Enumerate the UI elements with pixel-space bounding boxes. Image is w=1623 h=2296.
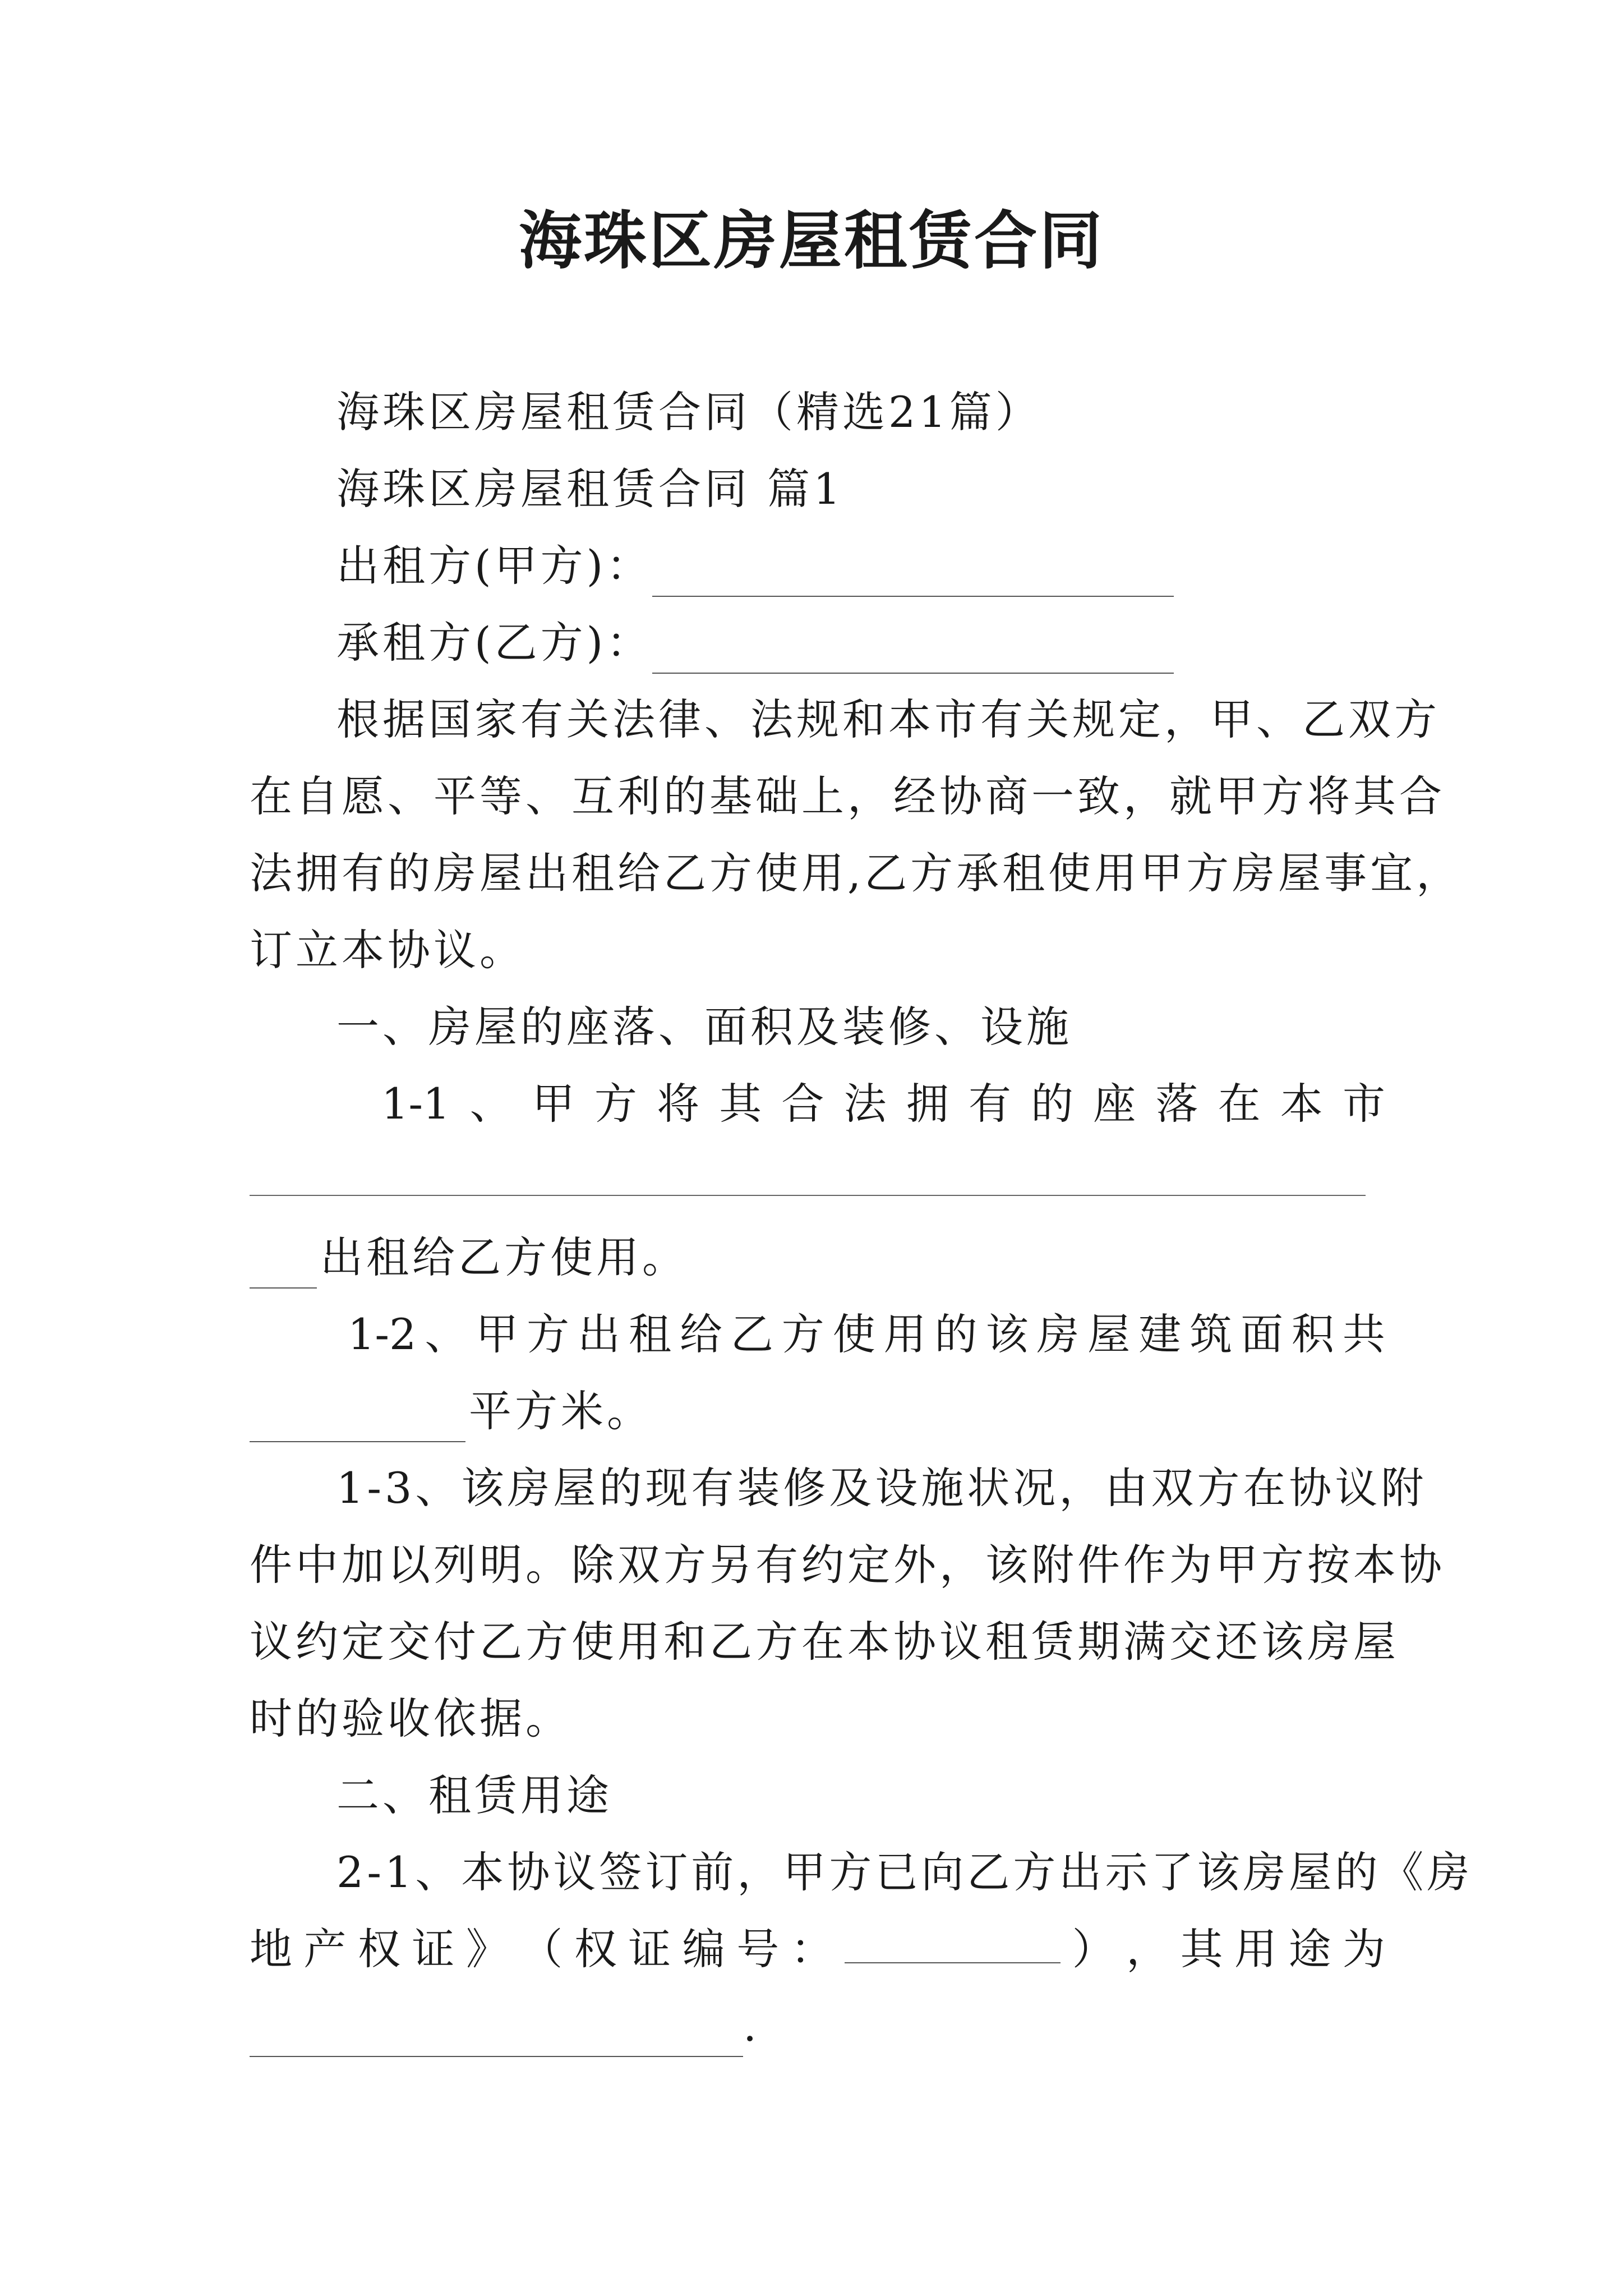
clause-char: 其 [1180,1924,1223,1974]
clause-char: 权 [574,1924,617,1974]
lessee-line [336,612,1174,674]
document-title: 海珠区房屋租赁合同 [519,204,1104,278]
document-subtitle: 海珠区房屋租赁合同（精选21篇） [336,387,1041,437]
intro-line-2: 在自愿、平等、互利的基础上，经协商一致，就甲方将其合 [250,771,1445,821]
clause-char: 甲 [476,1309,519,1359]
clause-char: 法 [843,1079,887,1129]
clause-1-2-line-1 [348,1304,1385,1365]
clause-char: 其 [719,1079,762,1129]
address-blank-tail[interactable] [250,1244,317,1289]
lessor-label: 出租方(甲方)： [336,541,653,591]
clause-char: 出 [578,1309,621,1359]
clause-char: 在 [1218,1079,1261,1129]
clause-char: 编 [682,1924,725,1974]
clause-1-1-line-3 [250,1227,688,1289]
lessor-blank[interactable] [652,552,1174,597]
certificate-number-blank[interactable] [845,1918,1061,1963]
clause-1-2-end: 平方米。 [469,1386,653,1436]
intro-line-3: 法拥有的房屋出租给乙方使用,乙方承租使用甲方房屋事宜， [250,848,1463,898]
clause-1-3-line-1: 1-3、该房屋的现有装修及设施状况，由双方在协议附 [336,1463,1427,1513]
clause-char: 积 [1291,1309,1334,1359]
clause-char: 房 [1036,1309,1080,1359]
clause-char: ： [790,1924,833,1974]
clause-char: 、 [425,1309,468,1359]
chapter-heading: 海珠区房屋租赁合同 篇1 [336,464,844,514]
clause-char: 建 [1138,1309,1182,1359]
clause-char: 1-1 [381,1079,450,1129]
lessee-blank[interactable] [652,629,1174,674]
clause-char: 方 [781,1309,824,1359]
clause-char: 该 [985,1309,1029,1359]
clause-1-2-line-2 [250,1381,653,1442]
clause-char: 筑 [1189,1309,1233,1359]
clause-char: 本 [1280,1079,1323,1129]
lessor-line [336,535,1174,597]
clause-char: 屋 [1087,1309,1131,1359]
clause-char: 1-2 [348,1309,417,1359]
clause-char: 途 [1288,1924,1331,1974]
clause-char: 证 [412,1924,455,1974]
clause-char: 拥 [906,1079,949,1129]
area-blank[interactable] [250,1397,465,1442]
section-1-heading: 一、房屋的座落、面积及装修、设施 [336,1002,1072,1052]
clause-char: 乙 [730,1309,773,1359]
clause-char: ） [1072,1924,1115,1974]
clause-char: 产 [303,1924,347,1974]
clause-char: 地 [250,1924,292,1974]
address-blank[interactable] [250,1195,1366,1196]
clause-char: 方 [527,1309,570,1359]
clause-char: 落 [1155,1079,1198,1129]
clause-char: 市 [1342,1079,1385,1129]
clause-1-3-line-4: 时的验收依据。 [250,1694,571,1743]
clause-char: 用 [1234,1924,1278,1974]
clause-char: 的 [1031,1079,1074,1129]
clause-1-1-end: 出租给乙方使用。 [320,1232,688,1282]
clause-char: 有 [968,1079,1011,1129]
clause-char: 租 [629,1309,671,1359]
clause-char: 、 [469,1079,513,1129]
intro-line-1: 根据国家有关法律、法规和本市有关规定，甲、乙双方 [336,694,1440,744]
section-2-heading: 二、租赁用途 [336,1770,612,1820]
clause-char: 号 [736,1924,780,1974]
clause-char: 用 [883,1309,926,1359]
clause-char: 权 [357,1924,400,1974]
lessee-label: 承租方(乙方)： [336,618,653,668]
clause-char: 使 [832,1309,875,1359]
clause-char: 面 [1241,1309,1284,1359]
clause-char: 给 [679,1309,722,1359]
clause-2-1-line-2 [250,1918,1385,1980]
clause-1-3-line-3: 议约定交付乙方使用和乙方在本协议租赁期满交还该房屋 [250,1617,1399,1667]
intro-line-4: 订立本协议。 [250,925,525,975]
clause-char: 为 [1342,1924,1385,1974]
clause-char: 合 [781,1079,824,1129]
clause-2-1-line-1: 2-1、本协议签订前，甲方已向乙方出示了该房屋的《房 [336,1847,1473,1897]
clause-1-1-line-1 [381,1073,1385,1135]
clause-2-1-end: . [743,2001,760,2051]
clause-char: 》 [465,1924,509,1974]
clause-char: 方 [594,1079,637,1129]
clause-char: 的 [934,1309,978,1359]
usage-blank[interactable] [250,2012,743,2057]
clause-char: 将 [657,1079,700,1129]
clause-char: （ [520,1924,563,1974]
clause-char: 共 [1342,1309,1385,1359]
clause-char: 座 [1093,1079,1136,1129]
clause-char: 甲 [532,1079,575,1129]
clause-2-1-line-3 [250,1995,760,2057]
clause-1-3-line-2: 件中加以列明。除双方另有约定外，该附件作为甲方按本协 [250,1540,1445,1590]
clause-char: ， [1126,1924,1169,1974]
clause-char: 证 [628,1924,671,1974]
